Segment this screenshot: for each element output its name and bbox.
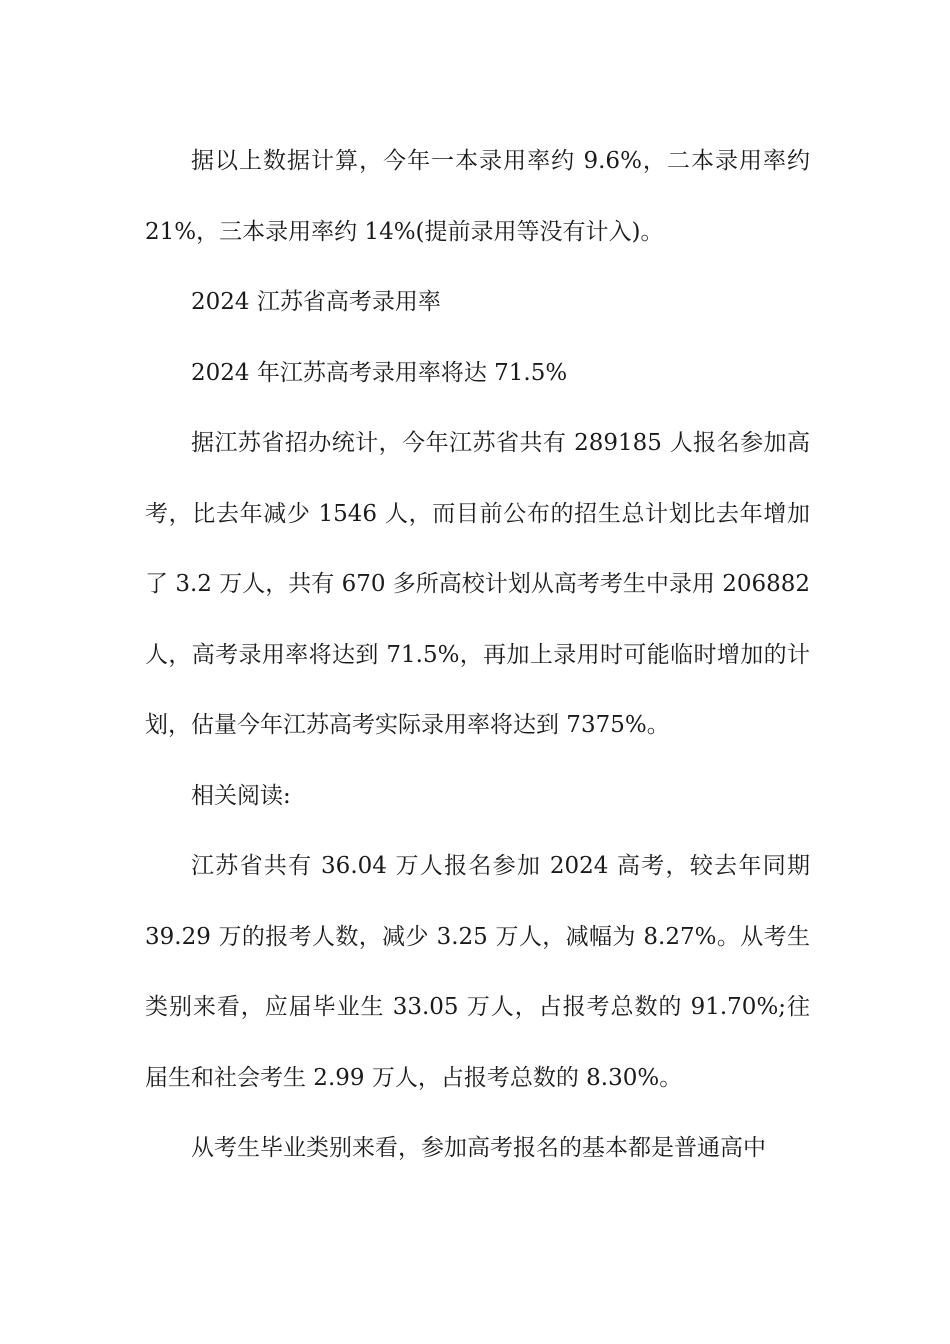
paragraph-admission-rates: 据以上数据计算，今年一本录用率约 9.6%，二本录用率约21%，三本录用率约 14%(提前录用等没有计入)。: [145, 148, 810, 245]
paragraph-subheading: 2024 年江苏高考录用率将达 71.5%: [191, 359, 568, 386]
paragraph-related-reading: 相关阅读:: [191, 782, 291, 809]
paragraph-statistics: 据江苏省招办统计，今年江苏省共有 289185 人报名参加高考，比去年减少 1546 人，而目前公布的招生总计划比去年增加了 3.2 万人，共有 670 多所高校计划从高考考生中录用 206882人，高考录用率将达到 71.5%，再加上录用时可能临时增加的计划，估量今年江苏高考实际录用率将达到 7375%。: [145, 430, 810, 738]
paragraph-section-heading: 2024 江苏省高考录用率: [191, 289, 441, 315]
paragraph-applicants: 江苏省共有 36.04 万人报名参加 2024 高考，较去年同期39.29 万的报考人数，减少 3.25 万人，减幅为 8.27%。从考生类别来看，应届毕业生 33.05 万人，占报考总数的 91.70%;往届生和社会考生 2.99 万人，占报考总数的 8.30%。: [145, 853, 810, 1091]
document-body: [145, 126, 810, 1184]
paragraph-graduate-types: 从考生毕业类别来看，参加高考报名的基本都是普通高中: [191, 1135, 766, 1161]
